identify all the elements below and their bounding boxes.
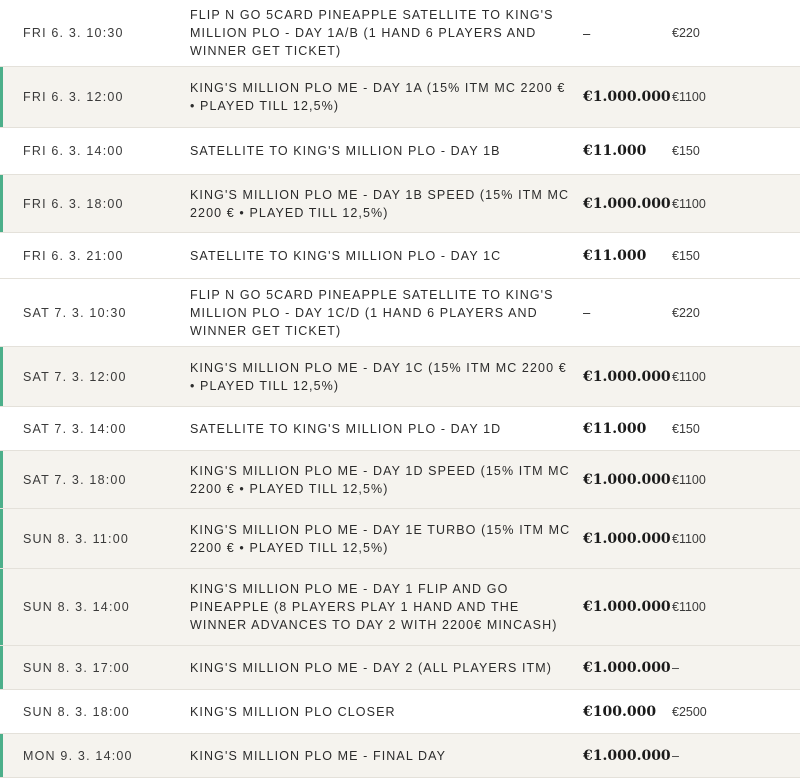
event-name: SATELLITE TO KING'S MILLION PLO - DAY 1B — [190, 144, 501, 158]
event-guarantee: €1.000.000 — [583, 368, 671, 385]
event-name: SATELLITE TO KING'S MILLION PLO - DAY 1C — [190, 248, 502, 263]
event-guarantee: €1.000.000 — [583, 471, 671, 488]
event-guarantee: €11.000 — [583, 143, 647, 159]
event-name: FLIP N GO 5CARD PINEAPPLE SATELLITE TO KING'S MILLION PLO - DAY 1A/B (1 HAND 6 PLAYERS AND WINNER GET TICKET) — [190, 8, 554, 58]
event-date: SUN 8. 3. 17:00 — [23, 660, 130, 675]
event-name: KING'S MILLION PLO ME - DAY 1B SPEED (15% ITM MC 2200 € • PLAYED TILL 12,5%) — [190, 187, 570, 220]
schedule-row[interactable] — [0, 734, 800, 778]
event-date: FRI 6. 3. 12:00 — [23, 90, 124, 104]
event-buyin: €2500 — [672, 704, 707, 719]
event-name: KING'S MILLION PLO ME - DAY 2 (ALL PLAYERS ITM) — [190, 660, 553, 675]
event-guarantee: €1.000.000 — [583, 530, 671, 547]
event-guarantee: €1.000.000 — [583, 195, 671, 212]
schedule-row[interactable] — [0, 451, 800, 509]
schedule-row[interactable] — [0, 407, 800, 451]
event-buyin: €1100 — [672, 196, 706, 211]
event-buyin: – — [672, 660, 679, 675]
event-name: FLIP N GO 5CARD PINEAPPLE SATELLITE TO KING'S MILLION PLO - DAY 1C/D (1 HAND 6 PLAYERS AND WINNER GET TICKET) — [190, 287, 554, 338]
event-buyin: €150 — [672, 144, 700, 158]
event-buyin: €220 — [672, 305, 700, 320]
schedule-row[interactable] — [0, 128, 800, 175]
event-date: SUN 8. 3. 14:00 — [23, 600, 130, 614]
event-buyin: €150 — [672, 421, 700, 436]
schedule-row[interactable] — [0, 690, 800, 734]
event-date: SUN 8. 3. 18:00 — [23, 704, 130, 719]
event-date: SAT 7. 3. 18:00 — [23, 472, 127, 487]
event-date: SAT 7. 3. 12:00 — [23, 369, 127, 384]
event-date: MON 9. 3. 14:00 — [23, 748, 133, 763]
event-date: SAT 7. 3. 10:30 — [23, 305, 127, 320]
event-name: KING'S MILLION PLO ME - DAY 1E TURBO (15% ITM MC 2200 € • PLAYED TILL 12,5%) — [190, 522, 571, 555]
event-buyin: €1100 — [672, 472, 706, 487]
schedule-row[interactable] — [0, 175, 800, 233]
event-buyin: €1100 — [672, 531, 706, 546]
event-guarantee: €1.000.000 — [583, 89, 671, 105]
schedule-row[interactable] — [0, 0, 800, 67]
event-buyin: €1100 — [672, 600, 706, 614]
schedule-row[interactable] — [0, 347, 800, 407]
event-name: KING'S MILLION PLO ME - DAY 1C (15% ITM MC 2200 € • PLAYED TILL 12,5%) — [190, 360, 567, 393]
schedule-row[interactable] — [0, 67, 800, 128]
schedule-row[interactable] — [0, 279, 800, 347]
event-guarantee: €11.000 — [583, 247, 647, 264]
event-guarantee: – — [583, 25, 591, 41]
event-name: KING'S MILLION PLO ME - DAY 1A (15% ITM MC 2200 € • PLAYED TILL 12,5%) — [190, 81, 566, 113]
event-name: KING'S MILLION PLO CLOSER — [190, 704, 396, 719]
schedule-row[interactable] — [0, 646, 800, 690]
event-buyin: €150 — [672, 248, 700, 263]
event-date: FRI 6. 3. 21:00 — [23, 248, 124, 263]
event-guarantee: – — [583, 305, 591, 320]
event-buyin: €220 — [672, 26, 700, 40]
event-name: KING'S MILLION PLO ME - FINAL DAY — [190, 748, 447, 763]
event-guarantee: €1.000.000 — [583, 747, 671, 764]
event-guarantee: €100.000 — [583, 703, 657, 720]
event-guarantee: €1.000.000 — [583, 599, 671, 615]
event-date: SAT 7. 3. 14:00 — [23, 421, 127, 436]
event-date: FRI 6. 3. 18:00 — [23, 196, 124, 211]
event-name: KING'S MILLION PLO ME - DAY 1 FLIP AND GO PINEAPPLE (8 PLAYERS PLAY 1 HAND AND THE WINNER ADVANCES TO DAY 2 WITH 2200€ MINCASH) — [190, 582, 558, 632]
event-buyin: €1100 — [672, 369, 706, 384]
event-date: SUN 8. 3. 11:00 — [23, 531, 130, 546]
event-name: SATELLITE TO KING'S MILLION PLO - DAY 1D — [190, 421, 502, 436]
schedule-row[interactable] — [0, 569, 800, 646]
event-guarantee: €1.000.000 — [583, 659, 671, 676]
event-date: FRI 6. 3. 10:30 — [23, 26, 124, 40]
schedule-row[interactable] — [0, 509, 800, 569]
event-date: FRI 6. 3. 14:00 — [23, 144, 124, 158]
event-buyin: €1100 — [672, 90, 706, 104]
schedule-row[interactable] — [0, 233, 800, 279]
event-name: KING'S MILLION PLO ME - DAY 1D SPEED (15% ITM MC 2200 € • PLAYED TILL 12,5%) — [190, 463, 570, 496]
event-guarantee: €11.000 — [583, 420, 647, 437]
event-buyin: – — [672, 748, 679, 763]
